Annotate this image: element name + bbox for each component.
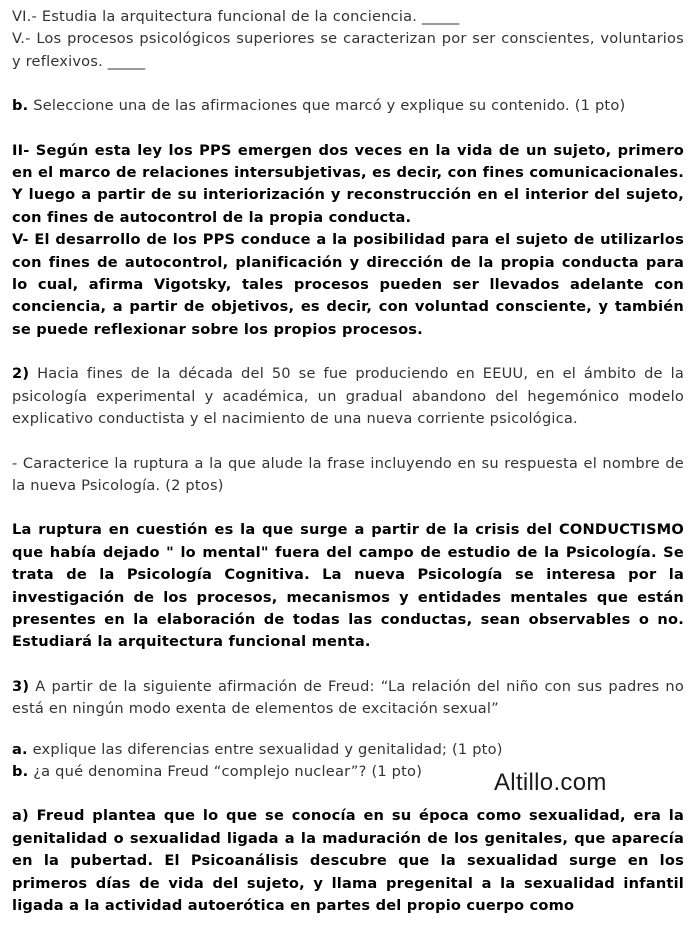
spacer bbox=[12, 497, 684, 519]
spacer bbox=[12, 654, 684, 676]
statement-vi: VI.- Estudia la arquitectura funcional de la conciencia. _____ bbox=[12, 8, 460, 25]
spacer bbox=[12, 341, 684, 363]
question-3 bbox=[12, 676, 684, 721]
question-3-number: 3) bbox=[12, 677, 30, 695]
spacer bbox=[12, 73, 684, 95]
answer-2: La ruptura en cuestión es la que surge a partir de la crisis del CONDUCTISMO que había dejado " lo mental" fuera del campo de estudio de la Psicología. Se trata de la Psicología Cognitiva. La nueva Psicología se interesa por la investigación de los procesos, mecanismos y entidades mentales que están presentes en la elaboración de todas las conductas, sean observables o no. Estudiará la arquitectura funcional menta. bbox=[12, 521, 684, 651]
answer-3a: a) Freud plantea que lo que se conocía en su época como sexualidad, era la genitalidad o sexualidad ligada a la maduración de los genitales, que aparecía en la pubertad. El Psicoanálisis descubre que la sexualidad surge en los primeros días de vida del sujeto, y llama pregenital a la sexualidad infantil ligada a la actividad autoerótica en partes del propio cuerpo como bbox=[12, 807, 684, 914]
question-3a bbox=[12, 739, 684, 761]
question-1b-text: Seleccione una de las afirmaciones que marcó y explique su contenido. (1 pto) bbox=[28, 97, 626, 115]
spacer bbox=[12, 721, 684, 739]
question-1b-label: b. bbox=[12, 97, 29, 115]
question-3b-text: ¿a qué denomina Freud “complejo nuclear”? (1 pto) bbox=[28, 762, 423, 780]
question-2 bbox=[12, 363, 684, 430]
question-3-text: A partir de la siguiente afirmación de Freud: “La relación del niño con sus padres no está en ningún modo exenta de elementos de excitación sexual” bbox=[12, 677, 684, 718]
question-3b-label: b. bbox=[12, 762, 29, 780]
answer-1-v: V- El desarrollo de los PPS conduce a la posibilidad para el sujeto de utilizarlos con fines de autocontrol, planificación y dirección de la propia conducta para lo cual, afirma Vigotsky, tales procesos pueden ser llevados adelante con conciencia, a partir de objetivos, es decir, con voluntad consciente, y también se puede reflexionar sobre los propios procesos. bbox=[12, 231, 684, 338]
question-1b bbox=[12, 95, 684, 117]
question-3a-label: a. bbox=[12, 740, 28, 758]
spacer bbox=[12, 431, 684, 453]
question-2-task: - Caracterice la ruptura a la que alude la frase incluyendo en su respuesta el nombre de la nueva Psicología. (2 ptos) bbox=[12, 454, 684, 494]
question-2-text: Hacia fines de la década del 50 se fue produciendo en EEUU, en el ámbito de la psicología experimental y académica, un gradual abandono del hegemónico modelo explicativo conductista y el nacimiento de una nueva corriente psicológica. bbox=[12, 365, 684, 428]
statement-v: V.- Los procesos psicológicos superiores se caracterizan por ser conscientes, voluntarios y reflexivos. _____ bbox=[12, 30, 684, 70]
question-3a-text: explique las diferencias entre sexualidad y genitalidad; (1 pto) bbox=[27, 740, 503, 758]
spacer bbox=[12, 118, 684, 140]
answer-1-ii: II- Según esta ley los PPS emergen dos veces en la vida de un sujeto, primero en el marco de relaciones intersubjetivas, es decir, con fines comunicacionales. Y luego a partir de su interiorización y reconstrucción en el interior del sujeto, con fines de autocontrol de la propia conducta. bbox=[12, 141, 684, 226]
altillo-watermark: Altillo.com bbox=[494, 769, 607, 796]
question-2-number: 2) bbox=[12, 365, 30, 383]
